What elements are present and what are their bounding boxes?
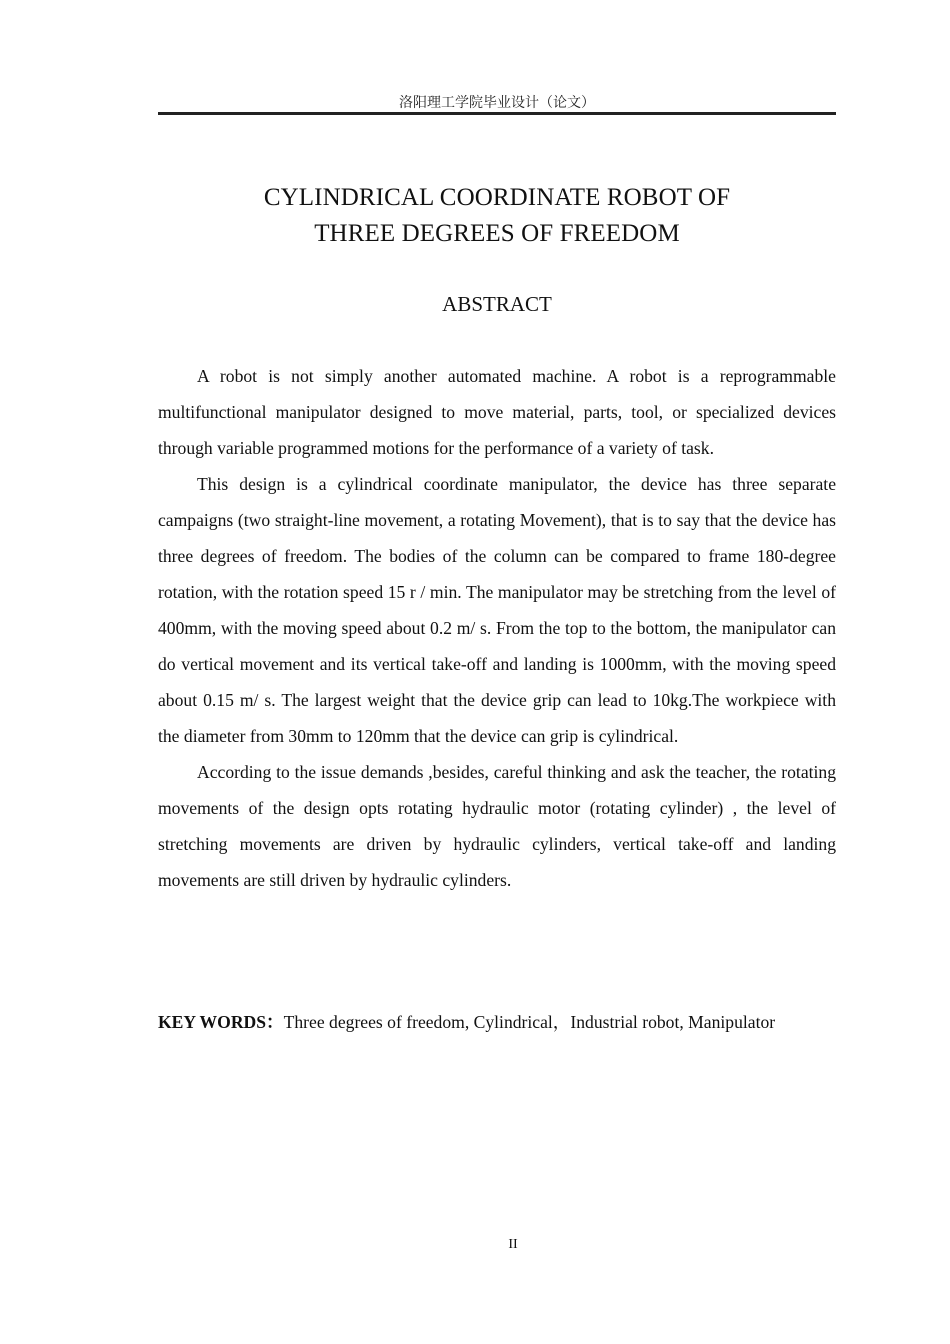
abstract-heading: ABSTRACT xyxy=(442,292,552,316)
keywords-line xyxy=(158,1006,858,1038)
keywords-label: KEY WORDS： xyxy=(158,1012,284,1032)
header-divider xyxy=(158,112,836,115)
abstract-paragraph-2: This design is a cylindrical coordinate manipulator, the device has three separate campaigns (two straight-line movement, a rotating Movement), that is to say that the device has three degrees of freedom. The bodies of the column can be compared to frame 180-degree rotation, with the rotation speed 15 r / min. The manipulator may be stretching from the level of 400mm, with the moving speed about 0.2 m/ s. From the top to the bottom, the manipulator can do vertical movement and its vertical take-off and landing is 1000mm, with the moving speed about 0.15 m/ s. The largest weight that the device grip can lead to 10kg.The workpiece with the diameter from 30mm to 120mm that the device can grip is cylindrical. xyxy=(158,474,836,746)
abstract-paragraph-1: A robot is not simply another automated machine. A robot is a reprogrammable multifunctional manipulator designed to move material, parts, tool, or specialized devices through variable programmed motions for the performance of a variety of task. xyxy=(158,366,836,458)
abstract-body xyxy=(158,358,836,898)
paper-title xyxy=(158,180,836,252)
abstract-paragraph-3: According to the issue demands ,besides, careful thinking and ask the teacher, the rotating movements of the design opts rotating hydraulic motor (rotating cylinder) , the level of stretching movements are driven by hydraulic cylinders, vertical take-off and landing movements are still driven by hydraulic cylinders. xyxy=(158,762,836,890)
page-number: II xyxy=(508,1237,518,1252)
keywords-text: Three degrees of freedom, Cylindrical，Industrial robot, Manipulator xyxy=(283,1012,776,1032)
paper-title-line-2: THREE DEGREES OF FREEDOM xyxy=(314,220,680,247)
paper-title-line-1: CYLINDRICAL COORDINATE ROBOT OF xyxy=(263,184,731,211)
running-header: 洛阳理工学院毕业设计（论文） xyxy=(399,95,595,111)
